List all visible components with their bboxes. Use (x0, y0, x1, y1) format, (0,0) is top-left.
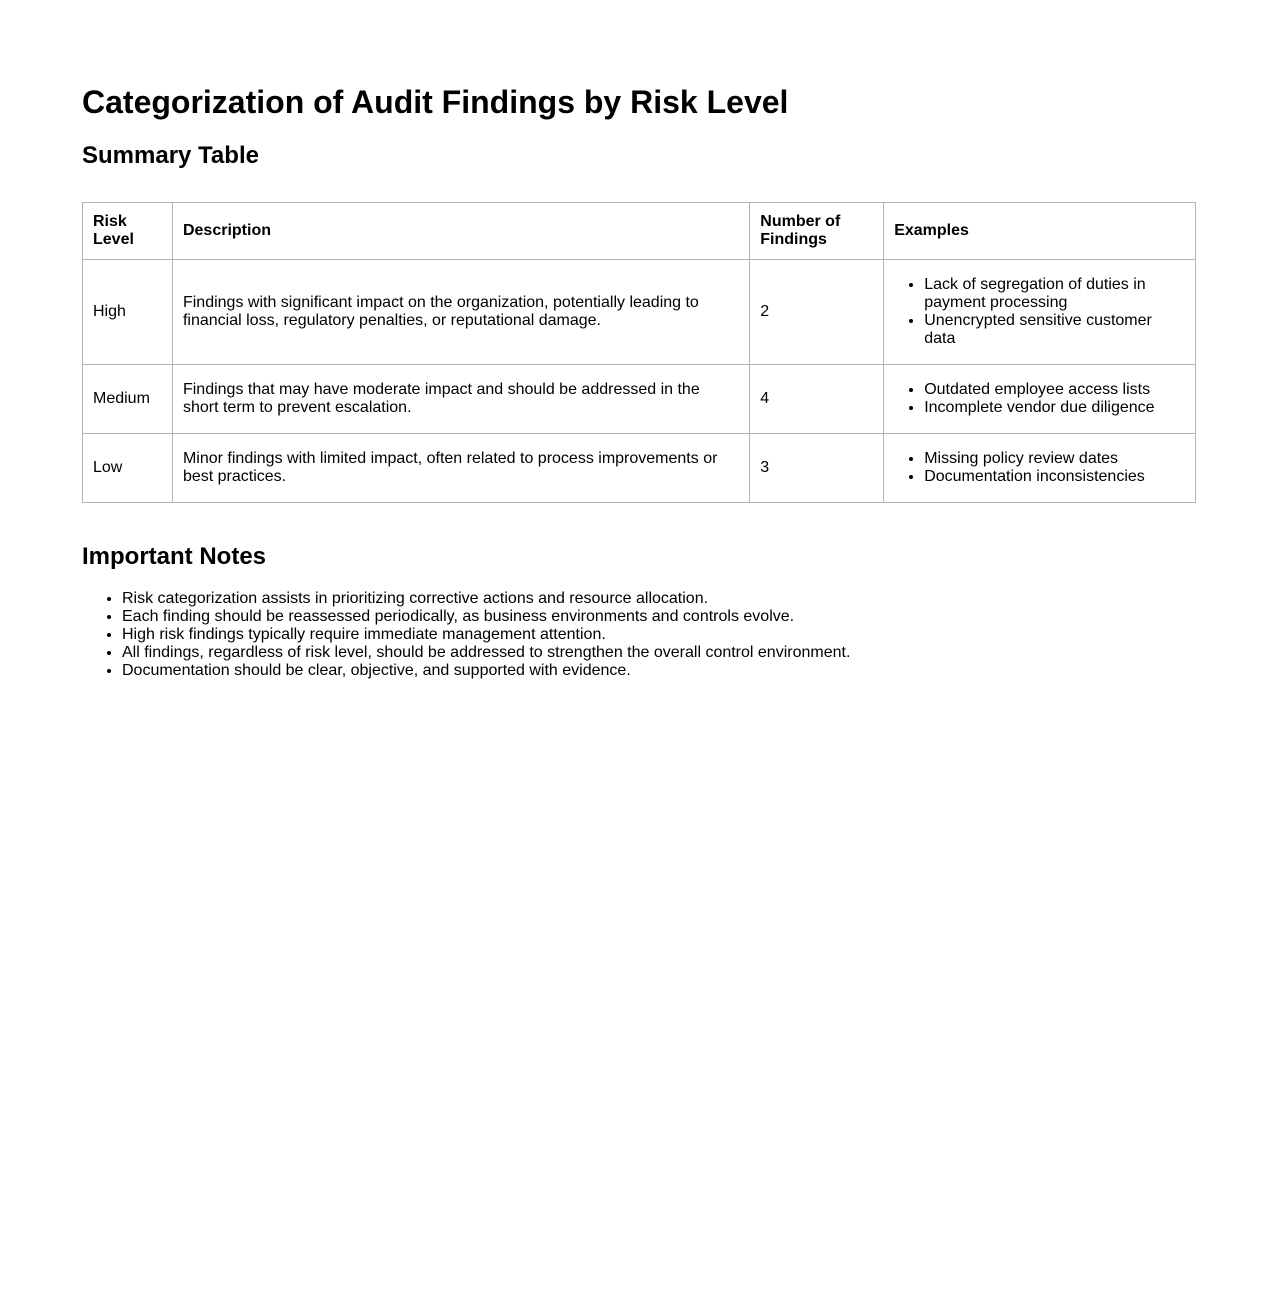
examples-list (884, 450, 1185, 486)
summary-table-heading: Summary Table (82, 142, 259, 169)
cell-description: Findings with significant impact on the organization, potentially leading to financial loss, regulatory penalties, or reputational damage. (172, 260, 749, 365)
example-item: • Unencrypted sensitive customer data (924, 312, 1185, 348)
examples-list (884, 276, 1185, 348)
cell-risk-level: Medium (83, 365, 173, 434)
example-item: • Outdated employee access lists (924, 381, 1185, 399)
important-notes-heading: Important Notes (82, 543, 267, 570)
cell-examples (884, 365, 1196, 434)
important-notes-list (82, 590, 850, 680)
example-item: • Missing policy review dates (924, 450, 1185, 468)
examples-list (884, 381, 1185, 417)
table-row (83, 365, 1196, 434)
note-item: • All findings, regardless of risk level, should be addressed to strengthen the overall control environment. (122, 644, 850, 662)
header-description: Description (172, 203, 749, 260)
header-risk-level: Risk Level (83, 203, 173, 260)
example-item: • Lack of segregation of duties in payment processing (924, 276, 1185, 312)
table-row (83, 260, 1196, 365)
header-examples: Examples (884, 203, 1196, 260)
note-item: • Documentation should be clear, objective, and supported with evidence. (122, 662, 850, 680)
example-item: • Documentation inconsistencies (924, 468, 1185, 486)
note-item: • High risk findings typically require immediate management attention. (122, 626, 850, 644)
cell-examples (884, 434, 1196, 503)
cell-number-of-findings: 2 (750, 260, 884, 365)
table-header-row (83, 203, 1196, 260)
table-row (83, 434, 1196, 503)
cell-description: Findings that may have moderate impact and should be addressed in the short term to prevent escalation. (172, 365, 749, 434)
cell-number-of-findings: 4 (750, 365, 884, 434)
page-title: Categorization of Audit Findings by Risk Level (82, 84, 789, 120)
example-item: • Incomplete vendor due diligence (924, 399, 1185, 417)
cell-description: Minor findings with limited impact, often related to process improvements or best practices. (172, 434, 749, 503)
cell-examples (884, 260, 1196, 365)
cell-number-of-findings: 3 (750, 434, 884, 503)
note-item: • Each finding should be reassessed periodically, as business environments and controls evolve. (122, 608, 850, 626)
header-number-of-findings: Number of Findings (750, 203, 884, 260)
summary-table (82, 202, 1196, 503)
cell-risk-level: High (83, 260, 173, 365)
note-item: • Risk categorization assists in prioritizing corrective actions and resource allocation. (122, 590, 850, 608)
cell-risk-level: Low (83, 434, 173, 503)
